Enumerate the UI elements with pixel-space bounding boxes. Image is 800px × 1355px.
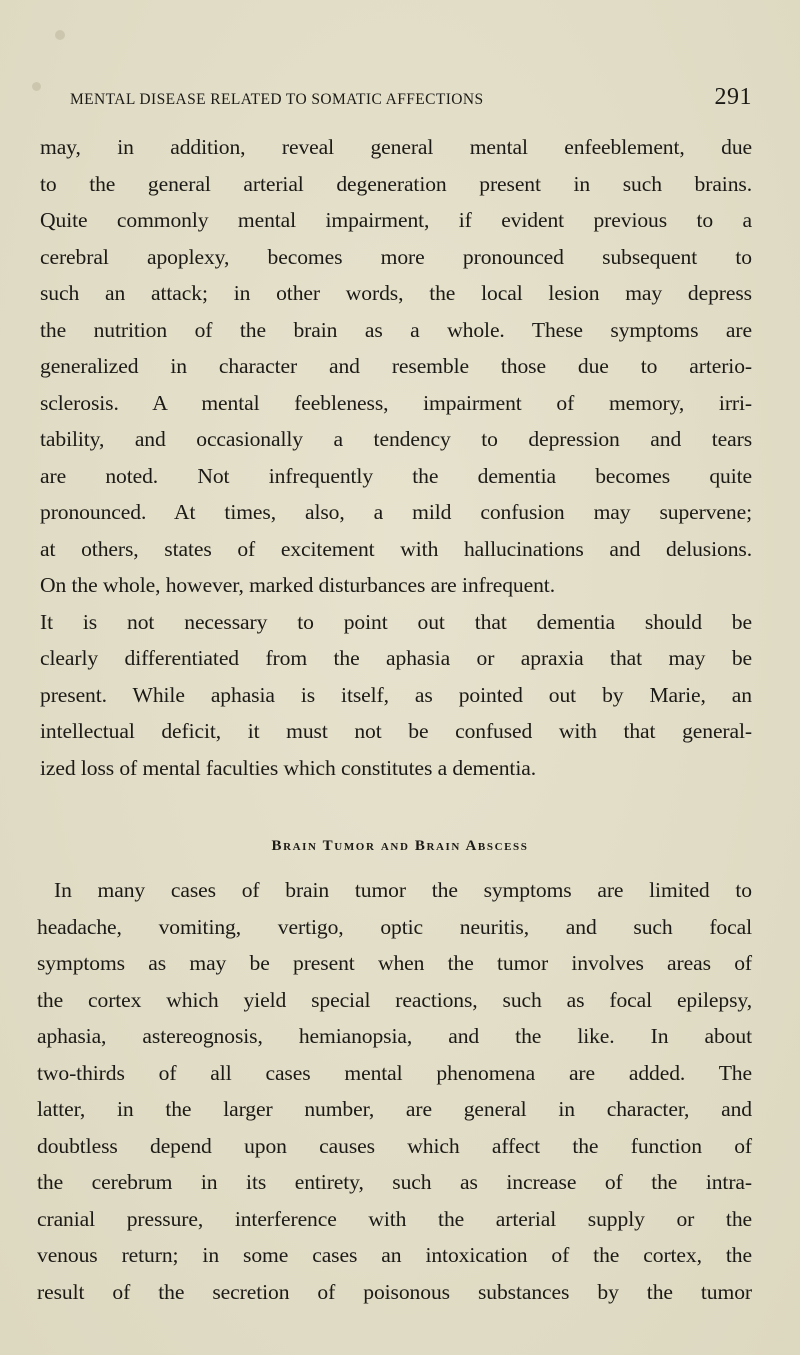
text-line: On the whole, however, marked disturbances are infrequent. bbox=[40, 573, 555, 597]
text-line: cerebral apoplexy, becomes more pronounced subsequent to bbox=[40, 244, 752, 269]
text-line: the nutrition of the brain as a whole. These symptoms are bbox=[40, 317, 752, 342]
text-line: the cortex which yield special reactions, such as focal epilepsy, bbox=[37, 987, 752, 1012]
text-line: tability, and occasionally a tendency to depression and tears bbox=[40, 427, 752, 451]
text-line: aphasia, astereognosis, hemianopsia, and the like. In about bbox=[37, 1024, 752, 1048]
text-line: present. While aphasia is itself, as pointed out by Marie, an bbox=[40, 682, 752, 707]
text-line: clearly differentiated from the aphasia or apraxia that may be bbox=[40, 646, 752, 670]
text-line: intellectual deficit, it must not be confused with that general- bbox=[40, 719, 752, 743]
text-line: cranial pressure, interference with the arterial supply or the bbox=[37, 1206, 752, 1231]
section-heading: Brain Tumor and Brain Abscess bbox=[271, 838, 529, 854]
text-line: headache, vomiting, vertigo, optic neuritis, and such focal bbox=[37, 914, 752, 939]
running-title: MENTAL DISEASE RELATED TO SOMATIC AFFECTIONS bbox=[70, 90, 484, 109]
text-line: symptoms as may be present when the tumor involves areas of bbox=[37, 951, 752, 975]
text-line: to the general arterial degeneration present in such brains. bbox=[40, 171, 752, 196]
text-line: Quite commonly mental impairment, if evident previous to a bbox=[40, 208, 752, 232]
text-line: pronounced. At times, also, a mild confusion may supervene; bbox=[40, 500, 752, 524]
text-line: It is not necessary to point out that dementia should be bbox=[40, 609, 752, 634]
paper-spot bbox=[32, 82, 41, 91]
text-line: doubtless depend upon causes which affect the function of bbox=[37, 1133, 752, 1158]
text-line: ized loss of mental faculties which constitutes a dementia. bbox=[40, 755, 537, 780]
text-line: sclerosis. A mental feebleness, impairment of memory, irri- bbox=[40, 390, 752, 415]
running-head bbox=[70, 84, 752, 111]
text-line: at others, states of excitement with hallucinations and delusions. bbox=[40, 536, 752, 561]
text-line: the cerebrum in its entirety, such as increase of the intra- bbox=[37, 1170, 752, 1194]
text-line: result of the secretion of poisonous substances by the tumor bbox=[37, 1279, 752, 1304]
paper-spot bbox=[55, 30, 65, 40]
text-line: are noted. Not infrequently the dementia becomes quite bbox=[40, 463, 752, 488]
text-line: In many cases of brain tumor the symptoms are limited to bbox=[54, 878, 752, 902]
page-number: 291 bbox=[714, 84, 752, 110]
text-line: latter, in the larger number, are general in character, and bbox=[37, 1097, 752, 1121]
text-line: generalized in character and resemble those due to arterio- bbox=[40, 354, 752, 378]
text-line: two-thirds of all cases mental phenomena are added. The bbox=[37, 1060, 752, 1085]
text-line: venous return; in some cases an intoxication of the cortex, the bbox=[37, 1243, 752, 1267]
text-line: may, in addition, reveal general mental enfeeblement, due bbox=[40, 135, 752, 159]
text-line: such an attack; in other words, the local lesion may depress bbox=[40, 281, 752, 305]
